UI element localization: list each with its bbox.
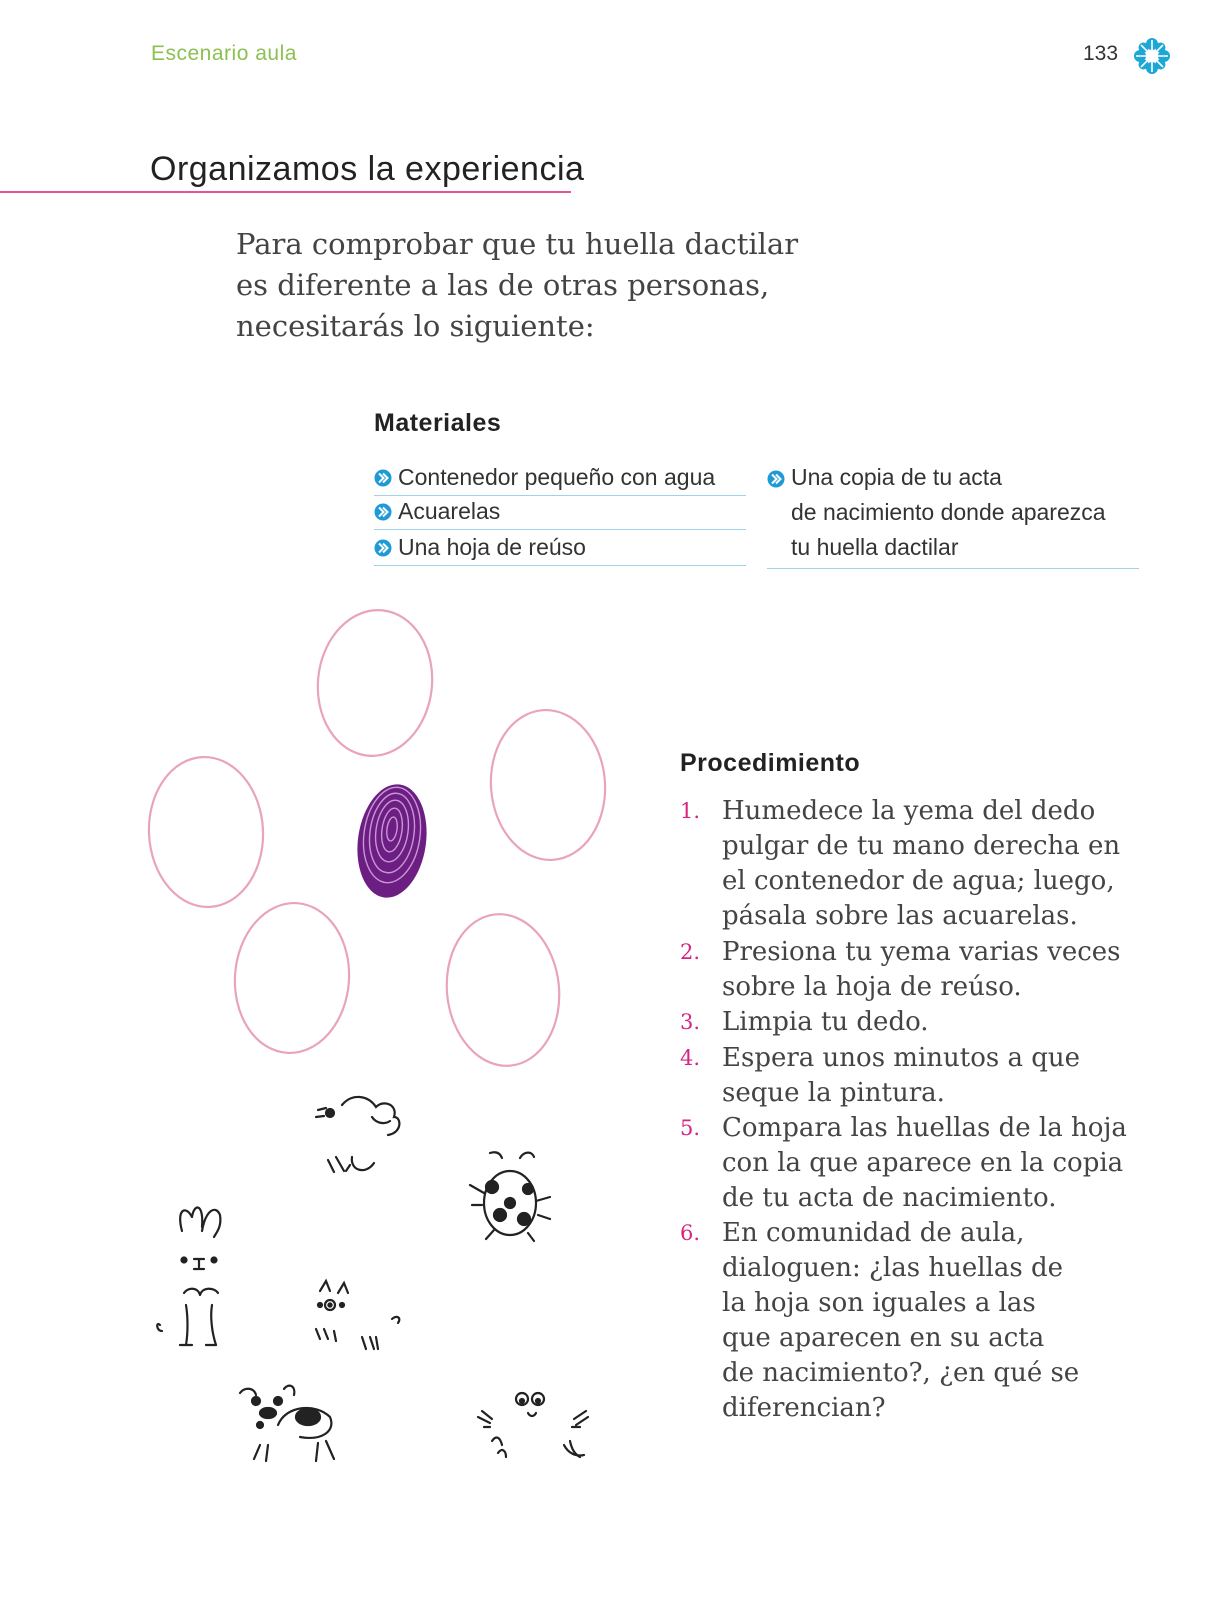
ladybug-doodle-icon bbox=[470, 1152, 550, 1241]
procedure-step bbox=[680, 935, 1150, 1005]
step-number: 4. bbox=[680, 1046, 701, 1070]
step-line: de tu acta de nacimiento. bbox=[722, 1183, 1057, 1213]
oval-outline bbox=[230, 899, 354, 1057]
procedure-step bbox=[680, 1041, 1150, 1111]
step-line: En comunidad de aula, bbox=[722, 1218, 1025, 1248]
page-number: 133 bbox=[1083, 42, 1119, 65]
step-number: 1. bbox=[680, 799, 701, 823]
mice-doodle-icon bbox=[478, 1393, 588, 1457]
material-label-line: tu huella dactilar bbox=[791, 534, 959, 560]
materials-heading: Materiales bbox=[374, 409, 502, 437]
material-item bbox=[374, 462, 746, 496]
section-label: Escenario aula bbox=[151, 42, 297, 65]
step-line: de nacimiento?, ¿en qué se bbox=[722, 1358, 1080, 1388]
intro-line: es diferente a las de otras personas, bbox=[236, 268, 770, 302]
cow-doodle-icon bbox=[240, 1386, 334, 1461]
step-line: Presiona tu yema varias veces bbox=[722, 937, 1121, 967]
title-underline bbox=[0, 191, 571, 193]
intro-line: Para comprobar que tu huella dactilar bbox=[236, 227, 799, 261]
procedure-heading: Procedimiento bbox=[680, 749, 861, 777]
procedure-step bbox=[680, 1111, 1150, 1216]
procedure-step bbox=[680, 1005, 1150, 1040]
material-label: Contenedor pequeño con agua bbox=[398, 464, 716, 490]
bird-doodle-icon bbox=[316, 1097, 399, 1172]
step-number: 3. bbox=[680, 1010, 701, 1034]
fingerprint-illustration bbox=[140, 605, 620, 1505]
step-line: diferencian? bbox=[722, 1393, 886, 1423]
material-label-line: Una copia de tu acta bbox=[791, 464, 1002, 490]
oval-outline bbox=[145, 754, 267, 910]
fingerprint-icon bbox=[350, 780, 433, 902]
step-line: sobre la hoja de reúso. bbox=[722, 972, 1022, 1002]
step-line: el contenedor de agua; luego, bbox=[722, 866, 1115, 896]
step-line: la hoja son iguales a las bbox=[722, 1288, 1036, 1318]
intro-paragraph bbox=[236, 224, 876, 347]
step-line: dialoguen: ¿las huellas de bbox=[722, 1253, 1063, 1283]
material-label: Una hoja de reúso bbox=[398, 534, 586, 560]
step-line: seque la pintura. bbox=[722, 1078, 945, 1108]
doodle-animals bbox=[157, 1097, 588, 1461]
procedure-step bbox=[680, 1216, 1150, 1426]
flower-emblem-icon bbox=[1133, 37, 1171, 75]
step-line: pulgar de tu mano derecha en bbox=[722, 831, 1121, 861]
procedure-step bbox=[680, 794, 1150, 934]
step-line: Compara las huellas de la hoja bbox=[722, 1113, 1127, 1143]
material-label-line: de nacimiento donde aparezca bbox=[791, 499, 1106, 525]
chevron-right-icon bbox=[767, 470, 785, 488]
step-number: 2. bbox=[680, 940, 701, 964]
bunny-doodle-icon bbox=[157, 1208, 220, 1345]
oval-outline bbox=[439, 909, 566, 1072]
step-line: que aparecen en su acta bbox=[722, 1323, 1045, 1353]
chevron-right-icon bbox=[374, 469, 392, 487]
oval-outline bbox=[486, 706, 610, 864]
material-item bbox=[374, 532, 746, 566]
step-line: con la que aparece en la copia bbox=[722, 1148, 1124, 1178]
step-number: 5. bbox=[680, 1116, 701, 1140]
page-title: Organizamos la experiencia bbox=[150, 150, 585, 188]
oval-outline bbox=[311, 605, 440, 762]
chevron-right-icon bbox=[374, 539, 392, 557]
pig-doodle-icon bbox=[316, 1281, 399, 1349]
material-item-birth-certificate bbox=[767, 462, 1139, 569]
step-number: 6. bbox=[680, 1221, 701, 1245]
step-line: pásala sobre las acuarelas. bbox=[722, 901, 1078, 931]
step-line: Humedece la yema del dedo bbox=[722, 796, 1096, 826]
material-label: Acuarelas bbox=[398, 498, 501, 524]
material-item bbox=[374, 496, 746, 530]
step-line: Espera unos minutos a que bbox=[722, 1043, 1081, 1073]
chevron-right-icon bbox=[374, 503, 392, 521]
step-line: Limpia tu dedo. bbox=[722, 1007, 929, 1037]
intro-line: necesitarás lo siguiente: bbox=[236, 309, 595, 343]
